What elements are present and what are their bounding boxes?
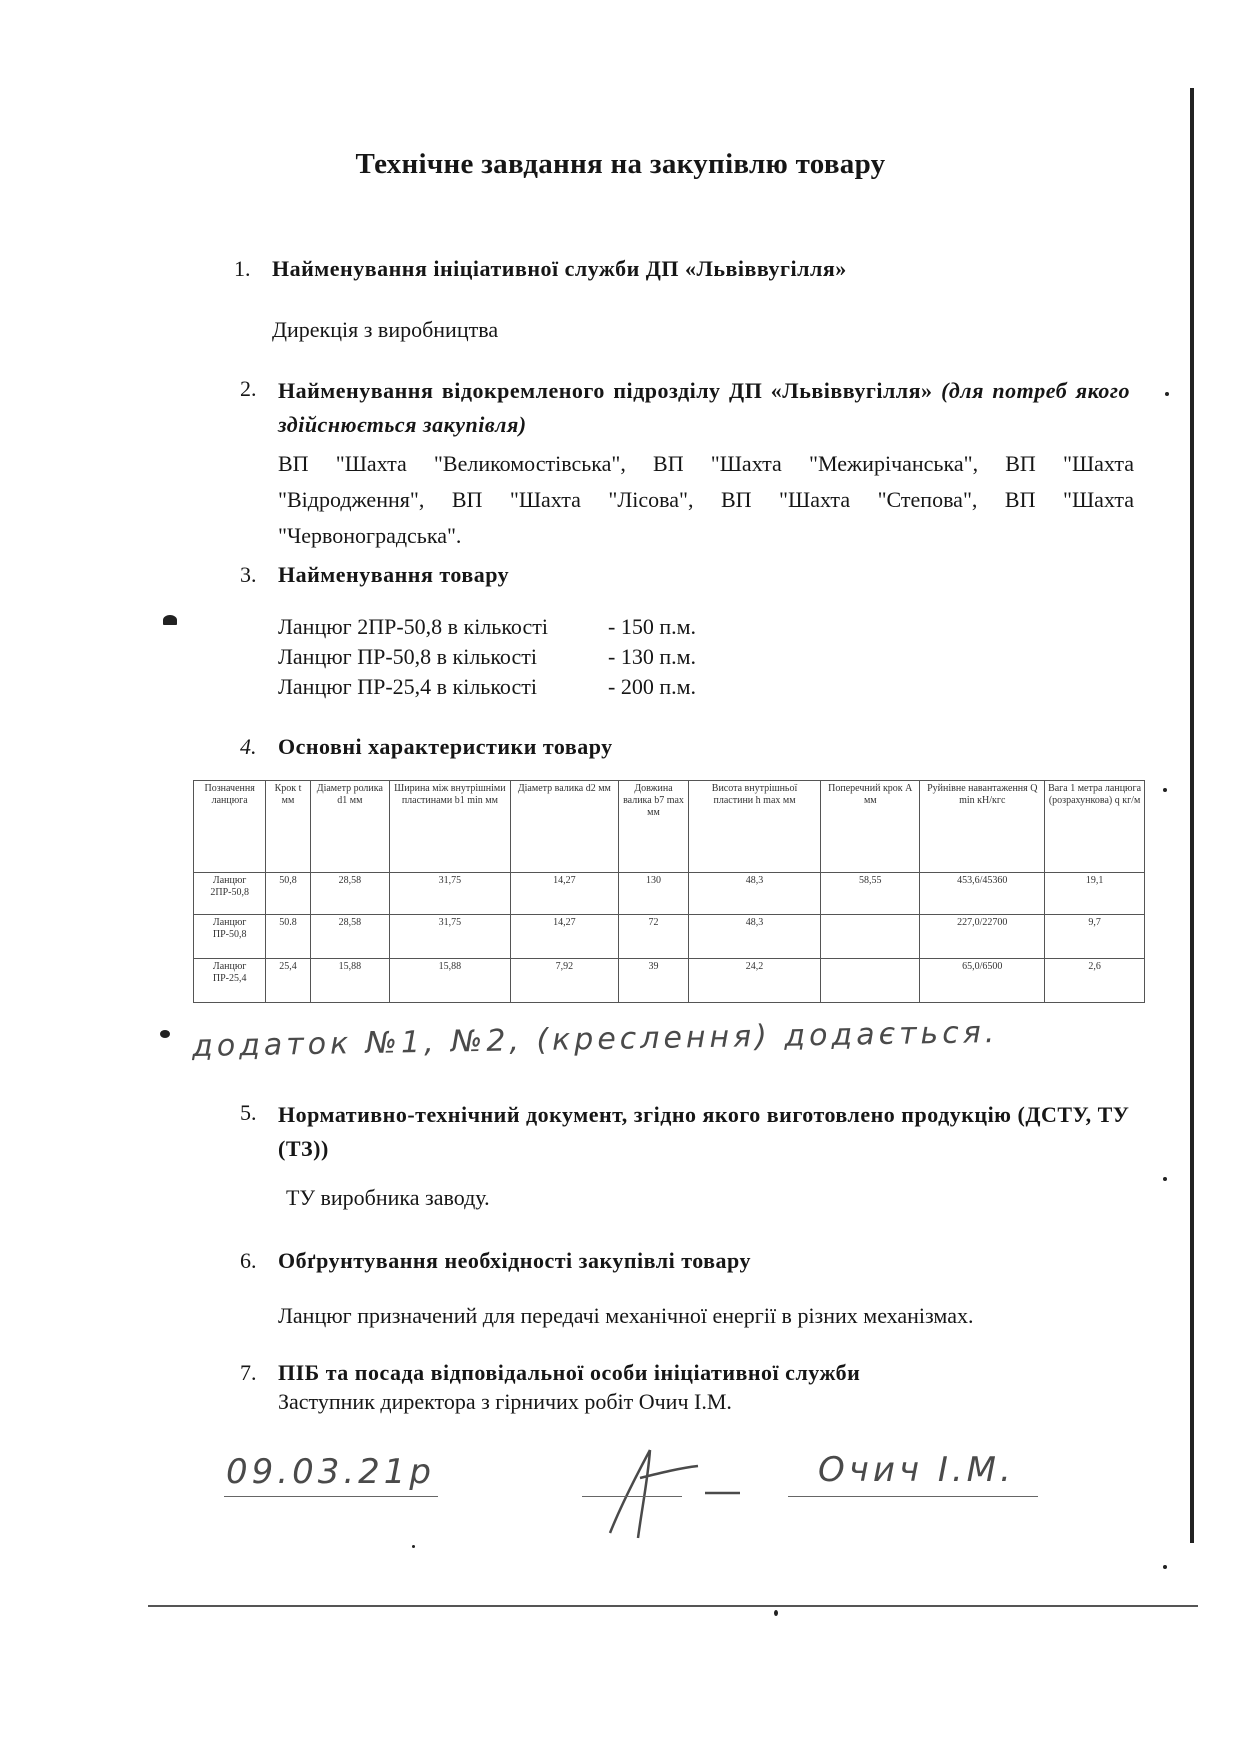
table-cell: 7,92 [510,959,618,1003]
scan-speck [1165,392,1169,396]
table-cell [821,915,920,959]
table-cell: 58,55 [821,873,920,915]
table-cell: 31,75 [390,915,511,959]
section-7-number: 7. [240,1360,257,1385]
goods-item: Ланцюг 2ПР-50,8 в кількості - 150 п.м. [278,614,697,639]
section-6-text: Ланцюг призначений для передачі механічної енергії в різних механізмах. [278,1303,974,1328]
table-row [194,959,1145,1003]
scan-speck [1163,1177,1167,1181]
goods-item: Ланцюг ПР-50,8 в кількості - 130 п.м. [278,644,697,669]
section-6-number: 6. [240,1248,257,1273]
table-cell: 48,3 [688,915,820,959]
handwritten-date: 09.03.21р [226,1452,435,1492]
table-header-cell: Крок t мм [266,781,310,873]
table-cell: 130 [619,873,689,915]
handwritten-note: додаток №1, №2, (креслення) додається. [191,1014,999,1065]
section-2-heading-italic: (для потреб якого здійснюється закупівля) [278,378,1131,437]
table-header-cell: Вага 1 метра ланцюга (розрахункова) q кг/м [1045,781,1145,873]
section-3-number: 3. [240,562,257,587]
table-cell: 31,75 [390,873,511,915]
section-7-text: Заступник директора з гірничих робіт Очич І.М. [278,1389,732,1414]
table-cell: 50.8 [266,915,310,959]
table-cell: 72 [619,915,689,959]
handwritten-signature-name: Очич І.М. [818,1450,1015,1490]
table-header-cell: Діаметр ролика d1 мм [310,781,389,873]
table-header-cell: Довжина валика b7 max мм [619,781,689,873]
table-cell: 227,0/22700 [920,915,1045,959]
table-cell: 25,4 [266,959,310,1003]
table-header-cell: Ширина між внутрішніми пластинами b1 min мм [390,781,511,873]
section-3-heading: Найменування товару [278,562,510,587]
table-cell: 14,27 [510,873,618,915]
scan-speck [163,615,177,625]
section-2-heading-main: Найменування відокремленого підрозділу ДП «Львіввугілля» [278,378,933,403]
scan-edge-bar [1190,88,1194,1543]
table-cell: 9,7 [1045,915,1145,959]
scan-speck [1163,1565,1167,1569]
section-2-number: 2. [240,376,257,401]
table-cell: 65,0/6500 [920,959,1045,1003]
table-cell: 15,88 [390,959,511,1003]
scan-speck [160,1030,170,1038]
table-cell [821,959,920,1003]
document-title: Технічне завдання на закупівлю товару [355,148,886,180]
table-cell: 39 [619,959,689,1003]
section-5-number: 5. [240,1100,257,1125]
table-cell: 2,6 [1045,959,1145,1003]
section-1-text: Дирекція з виробництва [272,317,499,342]
table-cell: 50,8 [266,873,310,915]
section-1-heading: Найменування ініціативної служби ДП «Львіввугілля» [272,256,847,281]
table-cell: Ланцюг 2ПР-50,8 [194,873,266,915]
section-4-number: 4. [240,734,257,759]
signature-line [582,1496,682,1497]
specifications-table [193,780,1145,1003]
table-header-cell: Руйнівне навантаження Q min кН/кгс [920,781,1045,873]
table-row [194,915,1145,959]
section-1-number: 1. [234,256,251,281]
table-cell: 19,1 [1045,873,1145,915]
section-2-heading [278,374,1130,442]
table-cell: 453,6/45360 [920,873,1045,915]
signature-mark [580,1438,750,1548]
scan-speck [412,1545,415,1548]
section-2-text: ВП "Шахта "Великомостівська", ВП "Шахта "Межирічанська", ВП "Шахта "Відродження", ВП "Шахта "Лісова", ВП "Шахта "Степова", ВП "Шахта "Червоноградська". [278,451,1134,548]
table-cell: Ланцюг ПР-25,4 [194,959,266,1003]
date-line [224,1496,438,1497]
signature-name-line [788,1496,1038,1497]
goods-list [278,612,696,702]
section-4-heading: Основні характеристики товару [278,734,613,759]
table-cell: 15,88 [310,959,389,1003]
table-cell: Ланцюг ПР-50,8 [194,915,266,959]
table-cell: 24,2 [688,959,820,1003]
table-row [194,873,1145,915]
section-7-heading: ПІБ та посада відповідальної особи ініціативної служби [278,1360,861,1385]
table-cell: 14,27 [510,915,618,959]
section-6-heading: Обґрунтування необхідності закупівлі товару [278,1248,751,1273]
table-cell: 48,3 [688,873,820,915]
table-header-cell: Поперечний крок А мм [821,781,920,873]
bottom-divider-line [148,1605,1198,1607]
goods-item: Ланцюг ПР-25,4 в кількості - 200 п.м. [278,674,697,699]
table-header-cell: Позначення ланцюга [194,781,266,873]
section-5-text: ТУ виробника заводу. [286,1185,490,1210]
table-cell: 28,58 [310,915,389,959]
scan-speck [774,1610,778,1616]
section-5-heading: Нормативно-технічний документ, згідно якого виготовлено продукцію (ДСТУ, ТУ (ТЗ)) [278,1102,1130,1161]
scan-speck [1163,788,1167,792]
table-header-row [194,781,1145,873]
table-header-cell: Діаметр валика d2 мм [510,781,618,873]
table-header-cell: Висота внутрішньої пластини h max мм [688,781,820,873]
table-cell: 28,58 [310,873,389,915]
